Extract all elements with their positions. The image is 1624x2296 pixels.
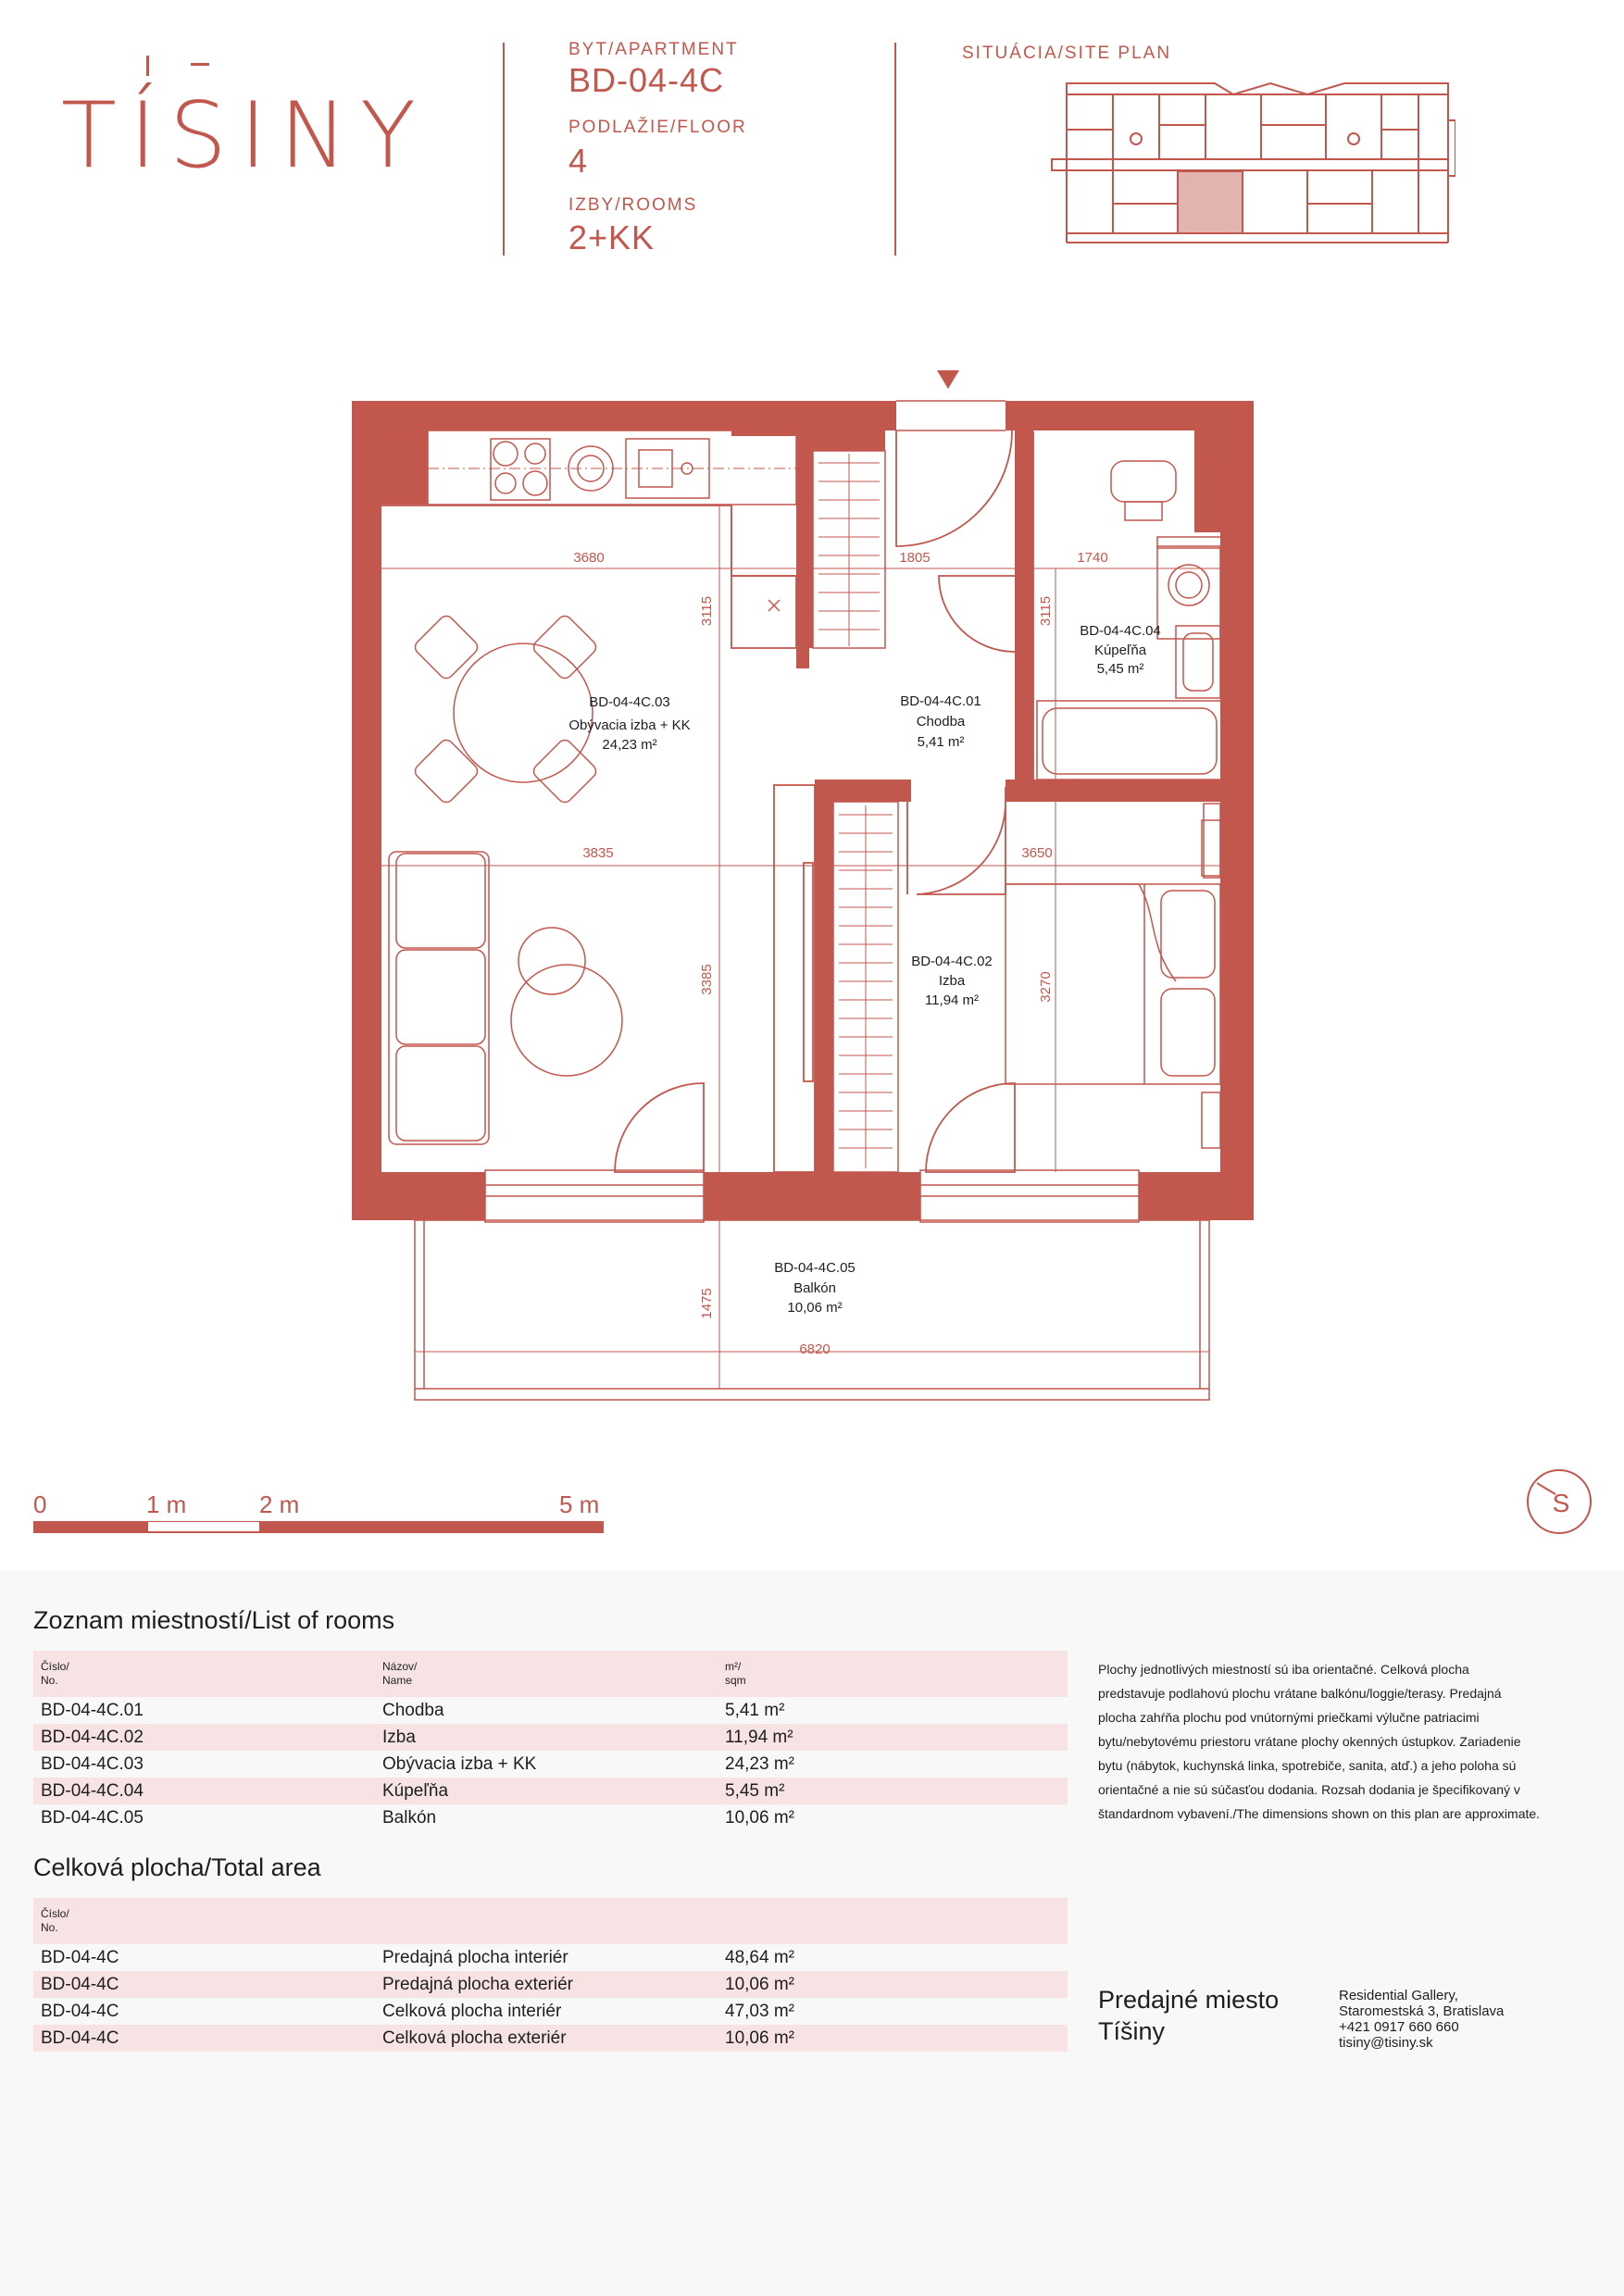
sales-office-address — [1339, 1988, 1580, 2051]
header-name-en: Name — [382, 1674, 413, 1687]
site-plan-label: SITUÁCIA/SITE PLAN — [962, 44, 1172, 63]
total-area-title: Celková plocha/Total area — [33, 1853, 321, 1881]
room-name: Chodba — [916, 714, 966, 730]
scale-label-1m: 1 m — [146, 1491, 187, 1518]
cell-no: BD-04-4C.02 — [41, 1728, 144, 1747]
room-code: BD-04-4C.02 — [911, 954, 993, 969]
note-line: štandardnom vybavení./The dimensions shown on this plan are approximate. — [1098, 1806, 1541, 1821]
address-line: Staromestská 3, Bratislava — [1339, 2003, 1505, 2019]
room-code: BD-04-4C.01 — [900, 693, 981, 709]
table-row — [33, 2025, 1068, 2052]
table-row — [33, 1804, 1068, 1831]
logo-accent-marks — [61, 44, 209, 81]
table-row — [33, 1998, 1068, 2025]
phone-number[interactable]: +421 0917 660 660 — [1339, 2019, 1459, 2035]
cell-name: Kúpeľňa — [382, 1781, 449, 1801]
site-plan-highlight — [1178, 171, 1243, 233]
note-line: Plochy jednotlivých miestností sú iba orientačné. Celková plocha — [1098, 1662, 1469, 1677]
note-line: orientačné a nie sú súčasťou dodania. Rozsah dodania je špecifikovaný v — [1098, 1782, 1520, 1797]
header-name: Názov/ — [382, 1660, 418, 1673]
room-name: Balkón — [793, 1280, 836, 1296]
cell-sqm: 5,41 m² — [725, 1701, 785, 1720]
header-no-en: No. — [41, 1674, 58, 1687]
cell-no: BD-04-4C.03 — [41, 1754, 144, 1774]
dim-label: 3115 — [1038, 595, 1054, 627]
note-line: plocha zahŕňa plochu pod vnútornými priečkami výlučne patriacimi — [1098, 1710, 1480, 1725]
apartment-label: BYT/APARTMENT — [568, 40, 739, 59]
table-row — [33, 1944, 1068, 1971]
header-no: Číslo/ — [41, 1660, 69, 1673]
dim-label: 3385 — [699, 964, 715, 995]
header-divider — [894, 43, 896, 256]
table-header — [33, 1651, 1068, 1697]
cell-no: BD-04-4C — [41, 1948, 119, 1967]
dim-label: 3835 — [582, 845, 614, 861]
apartment-value: BD-04-4C — [568, 61, 725, 99]
cell-name: Izba — [382, 1728, 416, 1747]
scale-label-5m: 5 m — [559, 1491, 600, 1518]
rooms-label: IZBY/ROOMS — [568, 195, 698, 215]
rooms-table — [33, 1651, 1068, 1831]
cell-name: Chodba — [382, 1701, 444, 1720]
note-line: bytu/nebytovému priestoru vrátane plochy okenných ústupkov. Zariadenie — [1098, 1734, 1521, 1749]
dim-label: 1740 — [1077, 550, 1108, 566]
cell-sqm: 47,03 m² — [725, 2002, 794, 2021]
sales-title-line1: Predajné miesto — [1098, 1986, 1280, 2014]
cell-no: BD-04-4C.01 — [41, 1701, 144, 1720]
cell-sqm: 11,94 m² — [725, 1728, 793, 1747]
brand-name: TÍSINY — [61, 83, 430, 189]
room-area: 5,45 m² — [1096, 661, 1144, 677]
dim-label: 3270 — [1038, 971, 1054, 1003]
cell-name: Predajná plocha interiér — [382, 1948, 568, 1967]
compass-icon — [1524, 1466, 1594, 1537]
room-name: Kúpeľňa — [1093, 643, 1147, 658]
sales-title-line2: Tíšiny — [1098, 2017, 1166, 2045]
disclaimer-note — [1098, 1657, 1598, 1826]
scale-label-0: 0 — [33, 1491, 47, 1518]
header-sqm-en: sqm — [725, 1674, 746, 1687]
cell-sqm: 10,06 m² — [725, 1975, 794, 1994]
room-code: BD-04-4C.04 — [1080, 623, 1161, 639]
floor-value: 4 — [568, 142, 589, 180]
compass-letter: S — [1552, 1489, 1570, 1517]
brand-logo — [61, 44, 431, 189]
floor-label: PODLAŽIE/FLOOR — [568, 118, 747, 137]
cell-no: BD-04-4C — [41, 2002, 119, 2021]
table-row — [33, 1971, 1068, 1998]
dim-label: 6820 — [799, 1341, 831, 1357]
cell-no: BD-04-4C.05 — [41, 1808, 144, 1828]
room-code: BD-04-4C.05 — [774, 1260, 856, 1276]
cell-name: Predajná plocha exteriér — [382, 1975, 573, 1994]
site-plan-map — [1048, 74, 1455, 250]
dim-label: 3680 — [573, 550, 605, 566]
cell-sqm: 5,45 m² — [725, 1781, 785, 1801]
dim-label: 1475 — [699, 1288, 715, 1319]
note-line: predstavuje podlahovú plochu vrátane balkónu/loggie/terasy. Predajná — [1098, 1686, 1502, 1701]
room-area: 10,06 m² — [787, 1300, 843, 1316]
room-name: Izba — [938, 973, 966, 989]
dim-label: 1805 — [899, 550, 931, 566]
cell-no: BD-04-4C.04 — [41, 1781, 144, 1801]
scale-bar — [33, 1521, 604, 1534]
cell-sqm: 48,64 m² — [725, 1948, 794, 1967]
total-area-table — [33, 1898, 1068, 2052]
address-line: Residential Gallery, — [1339, 1988, 1458, 2003]
rooms-value: 2+KK — [568, 218, 656, 256]
cell-name: Celková plocha exteriér — [382, 2028, 567, 2048]
cell-name: Obývacia izba + KK — [382, 1754, 537, 1774]
entrance-arrow-icon — [937, 370, 959, 389]
rooms-list-title: Zoznam miestností/List of rooms — [33, 1606, 395, 1634]
room-code: BD-04-4C.03 — [589, 694, 670, 710]
email-link[interactable]: tisiny@tisiny.sk — [1339, 2035, 1433, 2051]
room-area: 24,23 m² — [602, 737, 657, 753]
table-header — [33, 1898, 1068, 1944]
note-line: bytu (nábytok, kuchynská linka, spotrebiče, sanita, atď.) a jeho poloha sú — [1098, 1758, 1517, 1773]
dim-label: 3650 — [1021, 845, 1053, 861]
cell-name: Balkón — [382, 1808, 437, 1828]
room-area: 5,41 m² — [917, 734, 965, 750]
cell-sqm: 10,06 m² — [725, 1808, 794, 1828]
header-no-en: No. — [41, 1921, 58, 1934]
room-area: 11,94 m² — [924, 992, 980, 1008]
floor-plan — [352, 366, 1296, 1421]
cell-name: Celková plocha interiér — [382, 2002, 562, 2021]
header-no: Číslo/ — [41, 1907, 69, 1920]
header-sqm: m²/ — [725, 1660, 742, 1673]
table-row — [33, 1724, 1068, 1751]
room-name: Obývacia izba + KK — [568, 718, 691, 733]
cell-sqm: 10,06 m² — [725, 2028, 794, 2048]
scale-label-2m: 2 m — [259, 1491, 300, 1518]
cell-no: BD-04-4C — [41, 2028, 119, 2048]
table-row — [33, 1751, 1068, 1778]
cell-sqm: 24,23 m² — [725, 1754, 794, 1774]
dim-label: 3115 — [699, 595, 715, 627]
table-row — [33, 1778, 1068, 1804]
table-row — [33, 1697, 1068, 1724]
cell-no: BD-04-4C — [41, 1975, 119, 1994]
sales-office-title — [1098, 1984, 1279, 2047]
header-divider — [503, 43, 505, 256]
